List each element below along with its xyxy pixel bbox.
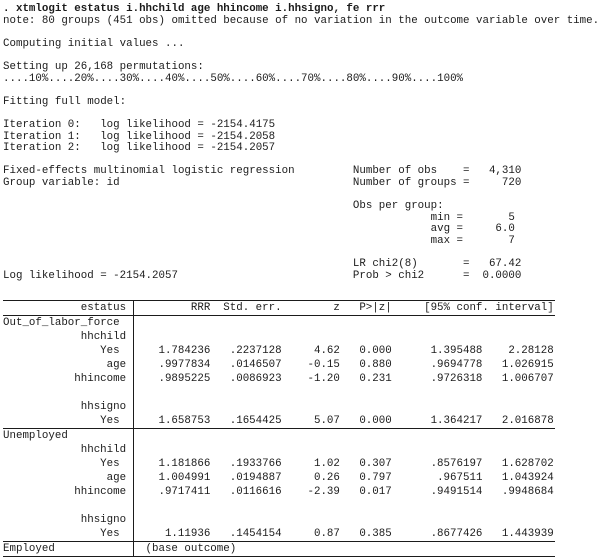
equation-label: Employed xyxy=(3,542,55,555)
col-header-conf-interval: [95% conf. interval] xyxy=(424,301,554,314)
equation-row xyxy=(3,429,555,443)
std-err-value: .0194887 xyxy=(229,471,282,484)
coefficient-row xyxy=(3,330,555,344)
rrr-value: 1.004991 xyxy=(158,471,211,484)
equation-label: Out_of_labor_force xyxy=(3,316,120,329)
console-line: max = 7 xyxy=(3,234,515,247)
coefficient-row xyxy=(3,358,555,372)
coef-label: hhchild xyxy=(80,330,127,343)
base-outcome-row xyxy=(3,542,555,556)
console-line: Setting up 26,168 permutations: xyxy=(3,60,204,73)
z-value: -1.20 xyxy=(307,372,340,385)
rrr-value xyxy=(139,443,210,457)
ci-lower-value: .8576197 xyxy=(430,457,483,470)
coefficient-row xyxy=(3,344,555,358)
spacer-row xyxy=(3,499,555,513)
console-line: Obs per group: xyxy=(3,200,444,213)
ci-lower-value xyxy=(392,443,483,457)
col-header-rrr: RRR xyxy=(190,301,211,314)
z-value xyxy=(282,400,340,414)
table-vertical-rule xyxy=(133,300,134,557)
ci-upper-value: 1.443939 xyxy=(501,527,554,540)
coef-label: hhincome xyxy=(74,485,127,498)
p-value: 0.231 xyxy=(359,372,392,385)
rrr-value: 1.11936 xyxy=(164,527,211,540)
z-value: -0.15 xyxy=(307,358,340,371)
rrr-value xyxy=(139,513,210,527)
rrr-value: 1.181866 xyxy=(158,457,211,470)
col-header-z: z xyxy=(333,301,340,314)
ci-lower-value xyxy=(392,400,483,414)
ci-lower-value: .9726318 xyxy=(430,372,483,385)
ci-lower-value: .8677426 xyxy=(430,527,483,540)
console-line: min = 5 xyxy=(3,211,515,224)
ci-lower-value: .967511 xyxy=(437,471,483,484)
std-err-value xyxy=(210,513,281,527)
std-err-value: .1933766 xyxy=(229,457,282,470)
console-line: Fixed-effects multinomial logistic regression Number of obs = 4,310 xyxy=(3,165,522,178)
z-value: 0.87 xyxy=(313,527,340,540)
console-lines xyxy=(3,16,601,294)
rrr-value: 1.784236 xyxy=(158,344,211,357)
z-value: 4.62 xyxy=(313,344,340,357)
ci-lower-value: .9491514 xyxy=(430,485,483,498)
p-value xyxy=(340,513,392,527)
rrr-value: .9717411 xyxy=(158,485,211,498)
console-line: Iteration 2: log likelihood = -2154.2057 xyxy=(3,142,276,155)
coef-label: Yes xyxy=(100,344,127,357)
ci-lower-value: .9694778 xyxy=(430,358,483,371)
console-line: LR chi2(8) = 67.42 xyxy=(3,258,522,271)
p-value: 0.000 xyxy=(359,344,392,357)
coefficient-row xyxy=(3,372,555,386)
ci-lower-value xyxy=(392,513,483,527)
console-line: ....10%....20%....30%....40%....50%....60%....70%....80%....90%....100% xyxy=(3,72,464,85)
rrr-value xyxy=(139,400,210,414)
std-err-value xyxy=(210,330,281,344)
results-table xyxy=(3,300,555,557)
p-value: 0.000 xyxy=(359,414,392,427)
console-line: Iteration 1: log likelihood = -2154.2058 xyxy=(3,130,276,143)
coef-label: hhchild xyxy=(80,443,127,456)
console-line: Computing initial values ... xyxy=(3,37,185,50)
coef-label: hhsigno xyxy=(80,513,127,526)
ci-upper-value: 2.016878 xyxy=(501,414,554,427)
ci-upper-value: 1.026915 xyxy=(501,358,554,371)
p-value: 0.797 xyxy=(359,471,392,484)
p-value: 0.385 xyxy=(359,527,392,540)
ci-upper-value: .9948684 xyxy=(501,485,554,498)
coefficient-row xyxy=(3,513,555,527)
ci-lower-value xyxy=(392,330,483,344)
coef-label: age xyxy=(106,358,127,371)
std-err-value: .1654425 xyxy=(229,414,282,427)
z-value: 0.26 xyxy=(313,471,340,484)
p-value: 0.307 xyxy=(359,457,392,470)
p-value: 0.880 xyxy=(359,358,392,371)
std-err-value: .0146507 xyxy=(229,358,282,371)
rrr-value: .9977834 xyxy=(158,358,211,371)
coef-label: Yes xyxy=(100,414,127,427)
rrr-value: 1.658753 xyxy=(158,414,211,427)
console-line: Iteration 0: log likelihood = -2154.4175 xyxy=(3,118,276,131)
console-line: Group variable: id Number of groups = 720 xyxy=(3,176,522,189)
coefficient-row xyxy=(3,485,555,499)
z-value xyxy=(282,330,340,344)
p-value xyxy=(340,330,392,344)
z-value xyxy=(282,443,340,457)
coef-label: hhsigno xyxy=(80,400,127,413)
coef-label: hhincome xyxy=(74,372,127,385)
col-header-stderr: Std. err. xyxy=(223,301,282,314)
command-line: . xtmlogit estatus i.hhchild age hhincome i.hhsigno, fe rrr xyxy=(3,3,386,15)
coefficient-row xyxy=(3,471,555,485)
coef-label: age xyxy=(106,471,127,484)
spacer xyxy=(3,386,555,400)
stata-console xyxy=(3,4,601,294)
z-value xyxy=(282,513,340,527)
console-line: Log likelihood = -2154.2057 Prob > chi2 = 0.0000 xyxy=(3,269,522,282)
col-header-estatus: estatus xyxy=(80,301,127,314)
equation-row xyxy=(3,316,555,330)
ci-upper-value: 1.043924 xyxy=(501,471,554,484)
p-value xyxy=(340,400,392,414)
coefficient-row xyxy=(3,414,555,428)
console-line: note: 80 groups (451 obs) omitted because of no variation in the outcome variable over time. xyxy=(3,14,600,27)
std-err-value: .1454154 xyxy=(229,527,282,540)
coef-label: Yes xyxy=(100,457,127,470)
base-outcome-note: (base outcome) xyxy=(145,542,237,555)
spacer xyxy=(3,499,555,513)
z-value: 1.02 xyxy=(313,457,340,470)
coefficient-row xyxy=(3,400,555,414)
p-value xyxy=(340,443,392,457)
table-header-row xyxy=(3,301,555,315)
ci-lower-value: 1.364217 xyxy=(430,414,483,427)
std-err-value xyxy=(210,443,281,457)
std-err-value: .2237128 xyxy=(229,344,282,357)
console-line xyxy=(3,282,601,294)
ci-upper-value: 1.006707 xyxy=(501,372,554,385)
std-err-value: .0086923 xyxy=(229,372,282,385)
ci-upper-value xyxy=(482,400,553,414)
col-header-pvalue: P>|z| xyxy=(359,301,392,314)
console-line: Fitting full model: xyxy=(3,95,127,108)
coefficient-row xyxy=(3,527,555,541)
coef-label: Yes xyxy=(100,527,127,540)
rrr-value: .9895225 xyxy=(158,372,211,385)
ci-upper-value xyxy=(482,513,553,527)
console-line xyxy=(3,85,601,97)
ci-upper-value xyxy=(482,330,553,344)
std-err-value: .0116616 xyxy=(229,485,282,498)
table-body xyxy=(3,316,555,556)
ci-upper-value: 2.28128 xyxy=(508,344,554,357)
z-value: -2.39 xyxy=(307,485,340,498)
coefficient-row xyxy=(3,457,555,471)
ci-upper-value: 1.628702 xyxy=(501,457,554,470)
coefficient-row xyxy=(3,443,555,457)
std-err-value xyxy=(210,400,281,414)
rrr-value xyxy=(139,330,210,344)
equation-label: Unemployed xyxy=(3,429,68,442)
console-line: avg = 6.0 xyxy=(3,223,515,236)
z-value: 5.07 xyxy=(313,414,340,427)
ci-upper-value xyxy=(482,443,553,457)
p-value: 0.017 xyxy=(359,485,392,498)
ci-lower-value: 1.395488 xyxy=(430,344,483,357)
spacer-row xyxy=(3,386,555,400)
table-rule-bottom xyxy=(3,556,555,557)
